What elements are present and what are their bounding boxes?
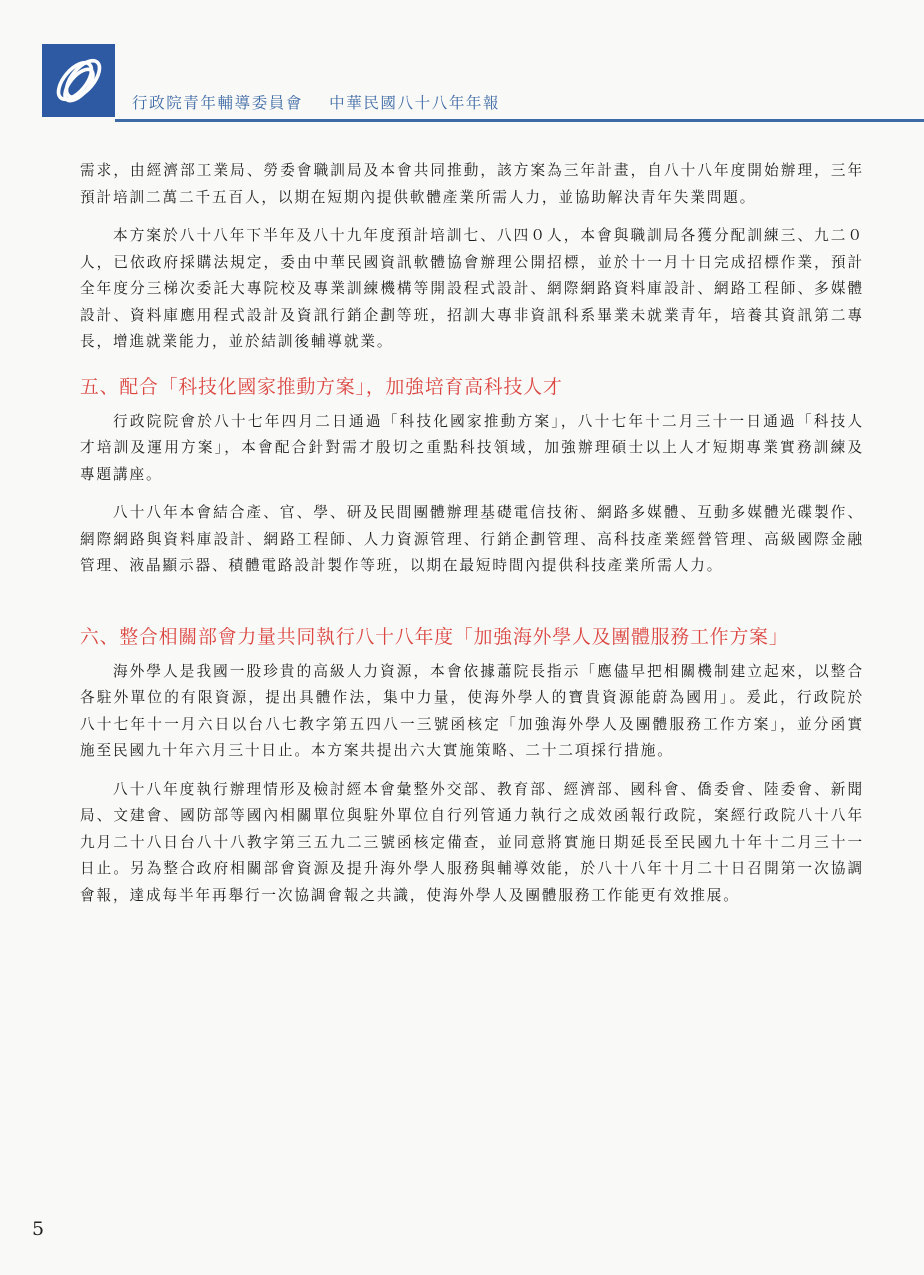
org-title: 行政院青年輔導委員會 [132,94,304,112]
logo [42,44,115,117]
paragraph-1: 需求，由經濟部工業局、勞委會職訓局及本會共同推動，該方案為三年計畫，自八十八年度開始辦理，三年預計培訓二萬二千五百人，以期在短期內提供軟體產業所需人力，並協助解決青年失業問題。 [80,162,864,206]
paragraph-3: 行政院院會於八十七年四月二日通過「科技化國家推動方案」，八十七年十二月三十一日通過「科技人才培訓及運用方案」，本會配合針對需才殷切之重點科技領域，加強辦理碩士以上人才短期專業實務訓練及專題講座。 [80,412,864,483]
paragraph-2: 本方案於八十八年下半年及八十九年度預計培訓七、八四０人，本會與職訓局各獲分配訓練三、九二０人，已依政府採購法規定，委由中華民國資訊軟體協會辦理公開招標，並於十一月十日完成招標作業，預計全年度分三梯次委託大專院校及專業訓練機構等開設程式設計、網際網路資料庫設計、網路工程師、多媒體設計、資料庫應用程式設計及資訊行銷企劃等班，招訓大專非資訊科系畢業未就業青年，培養其資訊第二專長，增進就業能力，並於結訓後輔導就業。 [80,227,864,350]
paragraph-6: 八十八年度執行辦理情形及檢討經本會彙整外交部、教育部、經濟部、國科會、僑委會、陸委會、新聞局、文建會、國防部等國內相關單位與駐外單位自行列管通力執行之成效函報行政院，案經行政院八十八年九月二十八日台八十八教字第三五九二三號函核定備查，並同意將實施日期延長至民國九十年十二月三十一日止。另為整合政府相關部會資源及提升海外學人服務與輔導效能，於八十八年十月二十日召開第一次協調會報，達成每半年再舉行一次協調會報之共識，使海外學人及團體服務工作能更有效推展。 [80,780,864,904]
page-body [80,158,864,909]
paragraph-4: 八十八年本會結合產、官、學、研及民間團體辦理基礎電信技術、網路多媒體、互動多媒體光碟製作、網際網路與資料庫設計、網路工程師、人力資源管理、行銷企劃管理、高科技產業經營管理、高級國際金融管理、液晶顯示器、積體電路設計製作等班，以期在最短時間內提供科技產業所需人力。 [80,504,864,574]
page-number: 5 [32,1218,45,1240]
section-heading-6: 六、整合相關部會力量共同執行八十八年度「加強海外學人及團體服務工作方案」 [80,626,789,648]
section-heading-5: 五、配合「科技化國家推動方案」，加強培育高科技人才 [80,376,563,398]
running-header [132,91,500,113]
header-rule [115,119,924,122]
interlocking-rings-logo-icon [42,44,115,117]
paragraph-5: 海外學人是我國一股珍貴的高級人力資源，本會依據蕭院長指示「應儘早把相關機制建立起來，以整合各駐外單位的有限資源，提出具體作法，集中力量，使海外學人的寶貴資源能蔚為國用」。爰此，行政院於八十七年十一月六日以台八七教字第五四八一三號函核定「加強海外學人及團體服務工作方案」，並分函實施至民國九十年六月三十日止。本方案共提出六大實施策略、二十二項採行措施。 [80,662,864,759]
report-title: 中華民國八十八年年報 [329,94,501,112]
